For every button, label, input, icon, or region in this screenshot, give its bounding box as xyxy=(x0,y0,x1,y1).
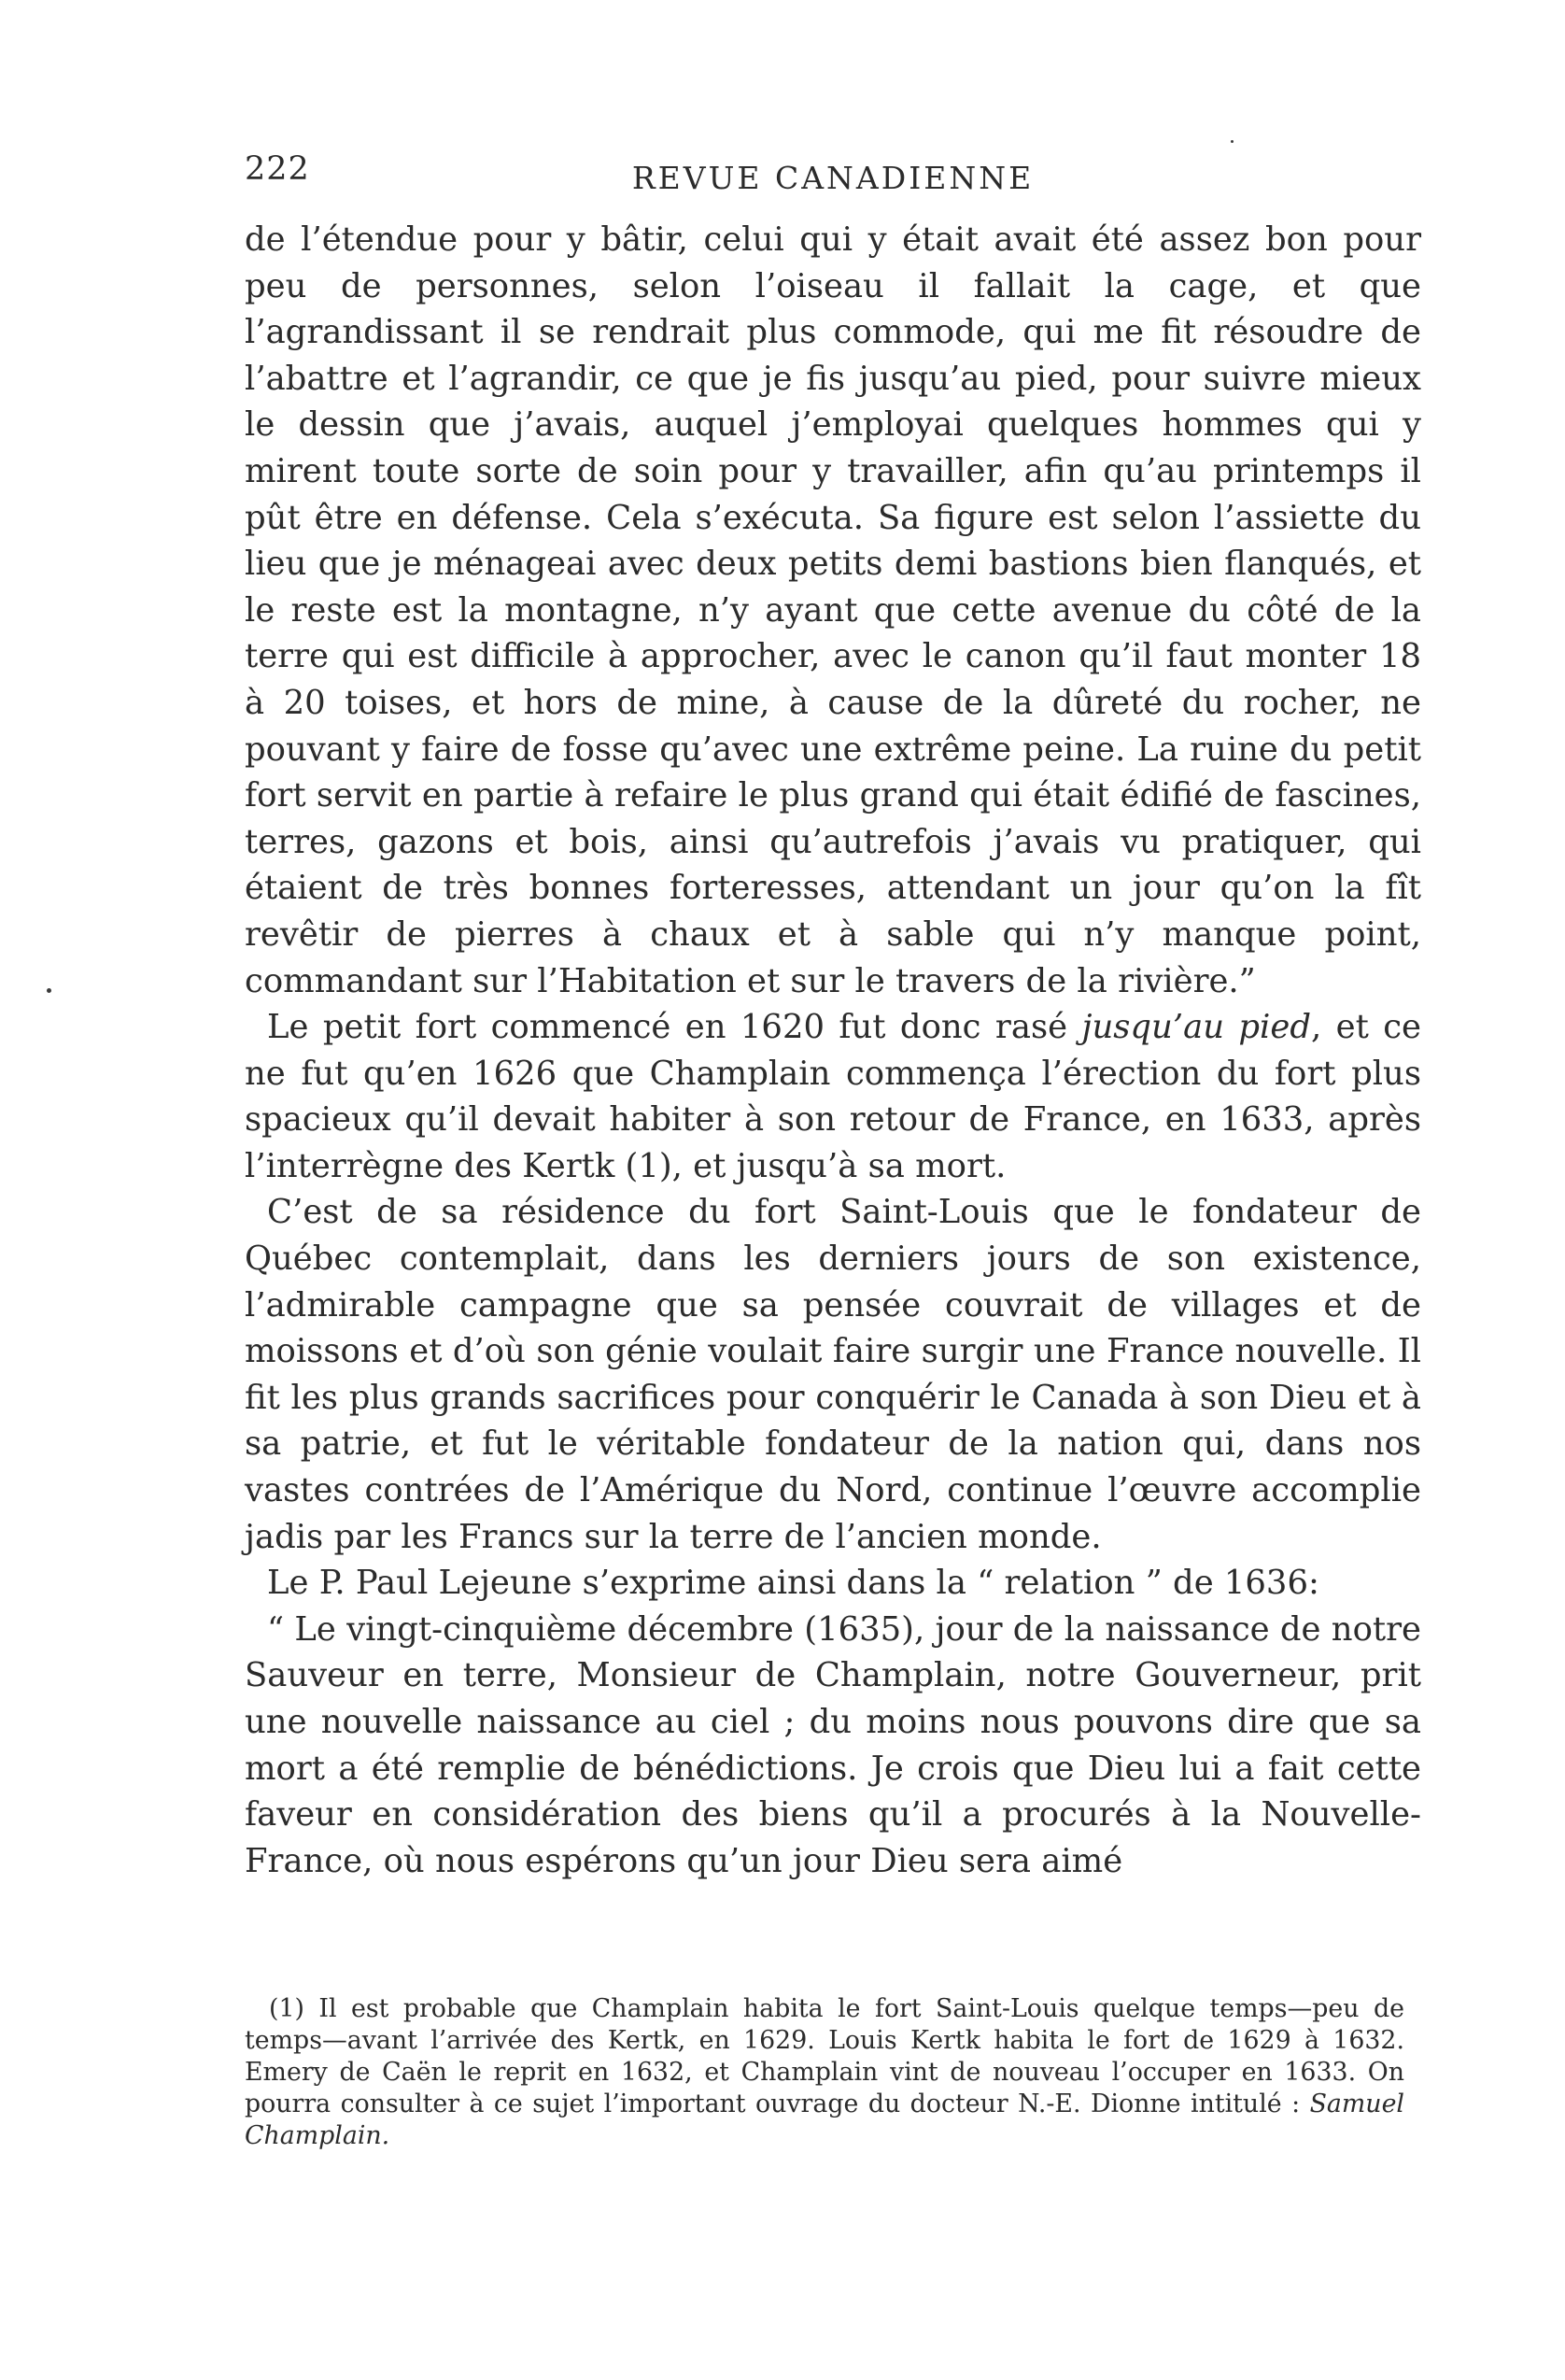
running-title: REVUE CANADIENNE xyxy=(631,160,1035,196)
paragraph-quote-continuation: de l’étendue pour y bâtir, celui qui y était avait été assez bon pour peu de personnes, selon l’oiseau il fallait la cage, et que l’agrandissant il se rendrait plus commode, qui me fit résoudre de l’abattre et l’agrandir, ce que je fis jusqu’au pied, pour suivre mieux le dessin que j’avais, auquel j’employai quelques hommes qui y mirent toute sorte de soin pour y travailler, afin qu’au printemps il pût être en défense. Cela s’exécuta. Sa figure est selon l’assiette du lieu que je ménageai avec deux petits demi bastions bien flanqués, et le reste est la montagne, n’y ayant que cette avenue du côté de la terre qui est difficile à approcher, avec le canon qu’il faut monter 18 à 20 toises, et hors de mine, à cause de la dûreté du rocher, ne pouvant y faire de fosse qu’avec une extrême peine. La ruine du petit fort servit en partie à refaire le plus grand qui était édifié de fascines, terres, gazons et bois, ainsi qu’autrefois j’avais vu pratiquer, qui étaient de très bonnes forteresses, attendant un jour qu’on la fît revêtir de pierres à chaux et à sable qui n’y manque point, commandant sur l’Habitation et sur le travers de la rivière.” xyxy=(245,220,1421,1000)
paragraph-fort-saint-louis: C’est de sa résidence du fort Saint-Louis que le fondateur de Québec contemplait, dans les derniers jours de son existence, l’admirable campagne que sa pensée couvrait de villages et de moissons et d’où son génie voulait faire surgir une France nouvelle. Il fit les plus grands sacrifices pour conquérir le Canada à son Dieu et à sa patrie, et fut le véritable fondateur de la nation qui, dans nos vastes contrées de l’Amérique du Nord, continue l’œuvre accomplie jadis par les Francs sur la terre de l’ancien monde. xyxy=(245,1193,1421,1556)
paragraph-relation-quote: “ Le vingt-cinquième décembre (1635), jour de la naissance de notre Sauveur en terre, Monsieur de Champlain, notre Gouverneur, prit une nouvelle naissance au ciel ; du moins nous pouvons dire que sa mort a été remplie de bénédictions. Je crois que Dieu lui a fait cette faveur en considération des biens qu’il a procurés à la Nouvelle-France, où nous espérons qu’un jour Dieu sera aimé xyxy=(245,1609,1421,1880)
footnote-italic-title: Samuel Champlain. xyxy=(245,2090,1404,2150)
margin-speck xyxy=(1231,140,1234,143)
page-number: 222 xyxy=(245,150,310,188)
margin-speck xyxy=(47,988,51,993)
body-text xyxy=(245,217,1421,1884)
paragraph-text: , et ce ne fut qu’en 1626 que Champlain commença l’érection du fort plus spacieux qu’il devait habiter à son retour de France, en 1633, après l’interrègne des Kertk (1), et jusqu’à sa mort. xyxy=(245,1008,1421,1185)
footnote-text: (1) Il est probable que Champlain habita le fort Saint-Louis quelque temps—peu de temps—avant l’arrivée des Kertk, en 1629. Louis Kertk habita le fort de 1629 à 1632. Emery de Caën le reprit en 1632, et Champlain vint de nouveau l’occuper en 1633. On pourra consulter à ce sujet l’important ouvrage du docteur N.-E. Dionne intitulé : xyxy=(245,1994,1404,2118)
paragraph-lejeune: Le P. Paul Lejeune s’exprime ainsi dans la “ relation ” de 1636: xyxy=(267,1564,1319,1603)
page-header xyxy=(245,145,1421,201)
italic-phrase: jusqu’au pied xyxy=(1081,1008,1311,1047)
paragraph-petit-fort xyxy=(245,1004,1421,1189)
footnote xyxy=(245,1993,1404,2152)
paragraph-text: Le petit fort commencé en 1620 fut donc rasé xyxy=(267,1008,1082,1047)
footnote-paragraph xyxy=(245,1993,1404,2152)
